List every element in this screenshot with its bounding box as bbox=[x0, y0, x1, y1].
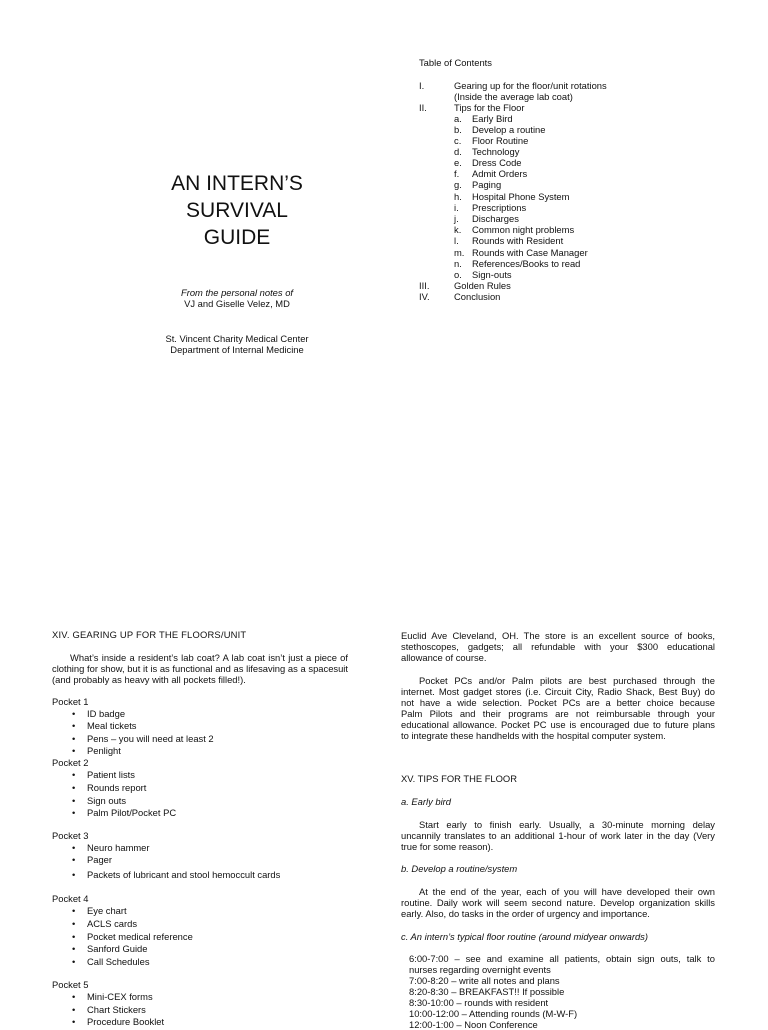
pocket-item: Palm Pilot/Pocket PC bbox=[87, 807, 177, 818]
toc-subitem-text: Discharges bbox=[472, 213, 519, 224]
toc-subitem-letter: c. bbox=[454, 135, 462, 146]
pocket-item: Meal tickets bbox=[87, 720, 137, 731]
title-line: SURVIVAL bbox=[186, 199, 288, 222]
pocket-item: Mini-CEX forms bbox=[87, 991, 153, 1002]
toc-subitem-letter: b. bbox=[454, 124, 462, 135]
bullet: • bbox=[72, 807, 76, 818]
toc-subitem-text: Technology bbox=[472, 146, 520, 157]
pocket-item: Packets of lubricant and stool hemoccult cards bbox=[87, 869, 281, 880]
authors: VJ and Giselle Velez, MD bbox=[184, 298, 290, 309]
schedule-line: 6:00-7:00 – see and examine all patients, obtain sign outs, talk to bbox=[409, 953, 715, 964]
intro-line: (and probably as heavy with all pockets filled!). bbox=[52, 674, 246, 685]
pocket-item: ID badge bbox=[87, 708, 126, 719]
toc-section-number: IV. bbox=[419, 291, 430, 302]
bullet: • bbox=[72, 1004, 76, 1015]
toc-subitem-text: Hospital Phone System bbox=[472, 191, 570, 202]
toc-subitem-letter: k. bbox=[454, 224, 462, 235]
toc-subitem-text: Floor Routine bbox=[472, 135, 529, 146]
text-line: Palm Pilots and their programs are not reimbursable through your bbox=[401, 708, 715, 719]
subsection-heading-b: b. Develop a routine/system bbox=[401, 863, 518, 874]
text-line: to integrate these handhelds with the hospital computer system. bbox=[401, 730, 666, 741]
schedule-line: 8:20-8:30 – BREAKFAST!! If possible bbox=[409, 986, 565, 997]
toc-section-number: II. bbox=[419, 102, 427, 113]
department: Department of Internal Medicine bbox=[170, 344, 304, 355]
pocket-item: Call Schedules bbox=[87, 956, 150, 967]
paragraph-routine bbox=[401, 886, 715, 919]
toc-subitem-text: Develop a routine bbox=[472, 124, 546, 135]
subsection-heading-c: c. An intern’s typical floor routine (around midyear onwards) bbox=[401, 931, 648, 942]
toc-subitem-letter: e. bbox=[454, 157, 462, 168]
paragraph-store bbox=[401, 630, 715, 663]
pocket-item: Sign outs bbox=[87, 795, 127, 806]
pocket-heading: Pocket 5 bbox=[52, 979, 89, 990]
toc-subitem-text: Prescriptions bbox=[472, 202, 527, 213]
schedule-line: 10:00-12:00 – Attending rounds (M-W-F) bbox=[409, 1008, 578, 1019]
text-line: Euclid Ave Cleveland, OH. The store is an excellent source of books, bbox=[401, 630, 715, 641]
bullet: • bbox=[72, 745, 76, 756]
bullet: • bbox=[72, 708, 76, 719]
pocket-item: Patient lists bbox=[87, 769, 135, 780]
toc-subitem-letter: f. bbox=[454, 168, 460, 179]
toc-subitem-letter: h. bbox=[454, 191, 462, 202]
pocket-item: Rounds report bbox=[87, 782, 147, 793]
bullet: • bbox=[72, 931, 76, 942]
toc-subitem-text: Common night problems bbox=[472, 224, 575, 235]
schedule-line: 7:00-8:20 – write all notes and plans bbox=[409, 975, 560, 986]
toc-subitem-letter: g. bbox=[454, 179, 462, 190]
institution: St. Vincent Charity Medical Center bbox=[165, 333, 309, 344]
pocket-item: ACLS cards bbox=[87, 918, 138, 929]
bullet: • bbox=[72, 905, 76, 916]
bullet: • bbox=[72, 956, 76, 967]
toc-subitem-text: Admit Orders bbox=[472, 168, 528, 179]
pocket-heading: Pocket 2 bbox=[52, 757, 89, 768]
pocket-heading: Pocket 1 bbox=[52, 696, 89, 707]
text-line: early. Also, do tasks in the order of urgency and importance. bbox=[401, 908, 650, 919]
toc-subitem-text: Dress Code bbox=[472, 157, 522, 168]
bullet: • bbox=[72, 842, 76, 853]
toc-subitem-letter: n. bbox=[454, 258, 462, 269]
text-line: not have a wide selection. Pocket PCs are a better choice because bbox=[401, 697, 715, 708]
bullet: • bbox=[72, 918, 76, 929]
section-heading-xv: XV. TIPS FOR THE FLOOR bbox=[401, 773, 517, 784]
pocket-heading: Pocket 4 bbox=[52, 893, 89, 904]
toc-section-text: Gearing up for the floor/unit rotations bbox=[454, 80, 607, 91]
routine-schedule bbox=[409, 953, 715, 1030]
bullet: • bbox=[72, 854, 76, 865]
toc-subitem-letter: j. bbox=[454, 213, 459, 224]
paragraph-early-bird bbox=[401, 819, 715, 852]
toc-subitem-text: Paging bbox=[472, 179, 502, 190]
toc-subitem-text: Sign-outs bbox=[472, 269, 512, 280]
toc-section-number: III. bbox=[419, 280, 430, 291]
bullet: • bbox=[72, 769, 76, 780]
pocket-item: Pager bbox=[87, 854, 113, 865]
text-line: allowance of course. bbox=[401, 652, 487, 663]
from-line: From the personal notes of bbox=[180, 287, 294, 298]
pocket-item: Pocket medical reference bbox=[87, 931, 193, 942]
text-line: stethoscopes, gadgets; all refundable with your $300 educational bbox=[401, 641, 715, 652]
pocket-item: Chart Stickers bbox=[87, 1004, 146, 1015]
toc-subitem-text: Rounds with Resident bbox=[472, 235, 564, 246]
pocket-item: Neuro hammer bbox=[87, 842, 150, 853]
bullet: • bbox=[72, 1016, 76, 1027]
pocket-item: Pens – you will need at least 2 bbox=[87, 733, 214, 744]
toc-section-number: I. bbox=[419, 80, 425, 91]
text-line: uncannily translates to an additional 1-hour of work later in the day (Very bbox=[401, 830, 715, 841]
toc-heading: Table of Contents bbox=[419, 57, 492, 68]
bullet: • bbox=[72, 720, 76, 731]
paragraph-pocket-pc bbox=[401, 675, 715, 741]
toc-subitem-letter: i. bbox=[454, 202, 459, 213]
bullet: • bbox=[72, 991, 76, 1002]
bullet: • bbox=[72, 943, 76, 954]
toc-section-text: Golden Rules bbox=[454, 280, 511, 291]
toc-subitem-letter: m. bbox=[454, 247, 465, 258]
document-title bbox=[100, 170, 374, 251]
pocket-item: Penlight bbox=[87, 745, 121, 756]
text-line: internet. Most gadget stores (i.e. Circuit City, Radio Shack, Best Buy) do bbox=[401, 686, 715, 697]
bullet: • bbox=[72, 869, 76, 880]
text-line: Pocket PCs and/or Palm pilots are best purchased through the bbox=[419, 675, 715, 686]
toc-subitem-text: Rounds with Case Manager bbox=[472, 247, 588, 258]
intro-line: What’s inside a resident’s lab coat? A lab coat isn’t just a piece of bbox=[70, 652, 348, 663]
schedule-line: 8:30-10:00 – rounds with resident bbox=[409, 997, 549, 1008]
title-line: AN INTERN’S bbox=[171, 172, 303, 195]
pocket-item: Sanford Guide bbox=[87, 943, 148, 954]
bullet: • bbox=[72, 795, 76, 806]
text-line: routine. Daily work will seem second nature. Develop organization skills bbox=[401, 897, 715, 908]
pocket-item: Procedure Booklet bbox=[87, 1016, 165, 1027]
subsection-heading-a: a. Early bird bbox=[401, 796, 452, 807]
toc-subitem-letter: d. bbox=[454, 146, 462, 157]
section-heading-xiv: XIV. GEARING UP FOR THE FLOORS/UNIT bbox=[52, 629, 247, 640]
title-line: GUIDE bbox=[203, 226, 271, 249]
text-line: Start early to finish early. Usually, a 30-minute morning delay bbox=[419, 819, 715, 830]
text-line: At the end of the year, each of you will have developed their own bbox=[419, 886, 715, 897]
intro-paragraph bbox=[52, 652, 348, 685]
pocket-heading: Pocket 3 bbox=[52, 830, 89, 841]
intro-line: clothing for show, but it is as functional and as lifesaving as a spacesuit bbox=[52, 663, 348, 674]
bullet: • bbox=[72, 733, 76, 744]
text-line: true for some reason). bbox=[401, 841, 494, 852]
schedule-line: 12:00-1:00 – Noon Conference bbox=[409, 1019, 538, 1030]
toc-section-text: Tips for the Floor bbox=[454, 102, 525, 113]
toc-subitem-letter: o. bbox=[454, 269, 462, 280]
toc-subitem-text: Early Bird bbox=[472, 113, 513, 124]
bullet: • bbox=[72, 782, 76, 793]
toc-subitem-letter: l. bbox=[454, 235, 459, 246]
toc-section-text-2: (Inside the average lab coat) bbox=[454, 91, 573, 102]
text-line: educational allowance. Pocket PC use is encouraged due to future plans bbox=[401, 719, 715, 730]
toc-subitem-letter: a. bbox=[454, 113, 462, 124]
schedule-line: nurses regarding overnight events bbox=[409, 964, 551, 975]
toc-section-text: Conclusion bbox=[454, 291, 501, 302]
toc-subitem-text: References/Books to read bbox=[472, 258, 581, 269]
pocket-item: Eye chart bbox=[87, 905, 127, 916]
